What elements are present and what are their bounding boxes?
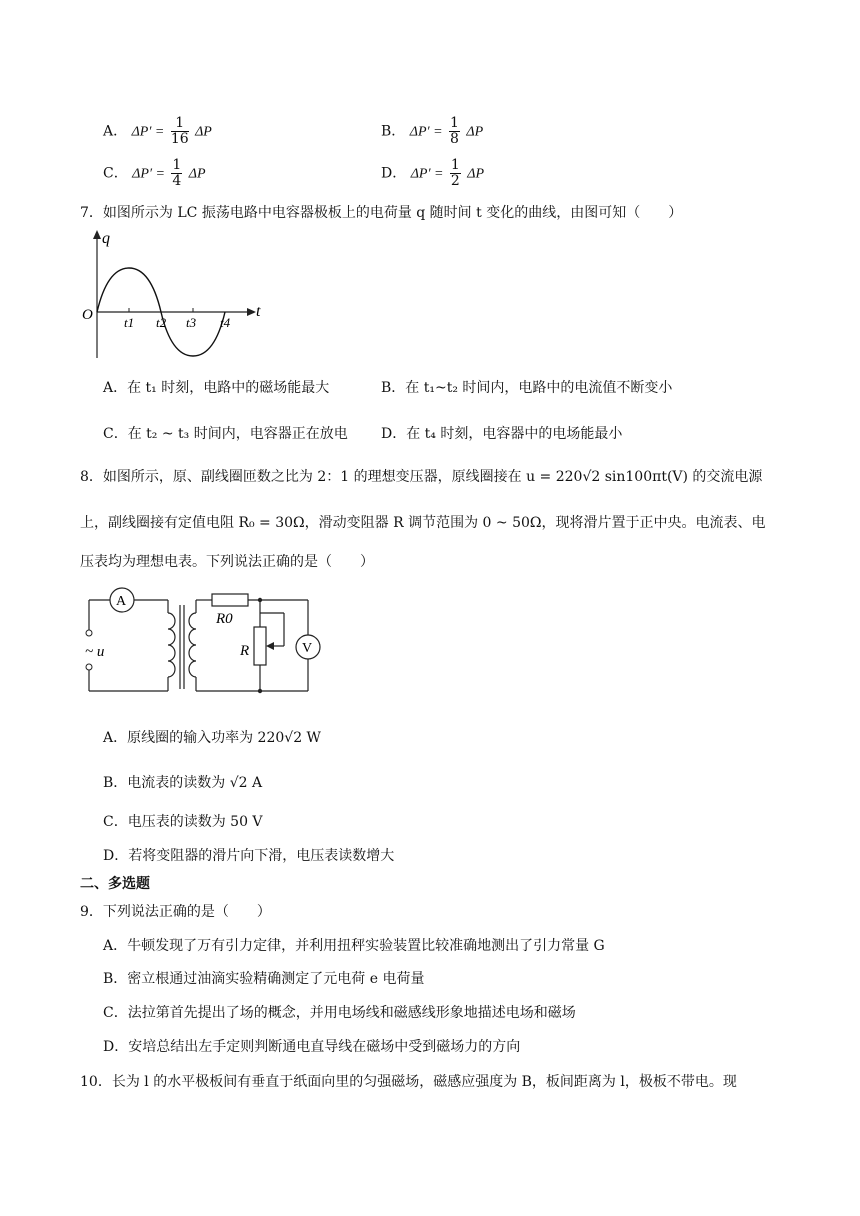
graph-tick-t4: t4 xyxy=(220,315,231,330)
section-heading-multiple-choice: 二、多选题 xyxy=(80,876,150,892)
graph-tick-t3: t3 xyxy=(186,315,197,330)
q8-option-a: A．原线圈的输入功率为 220√2 W xyxy=(103,730,321,746)
q8-stem-line2: 上，副线圈接有定值电阻 R₀ = 30Ω，滑动变阻器 R 调节范围为 0 ~ 50Ω，现将滑片置于正中央。电流表、电 xyxy=(80,515,766,531)
resistor-r0 xyxy=(212,594,248,606)
graph-y-label: q xyxy=(102,230,110,247)
r0-label: R0 xyxy=(216,611,233,627)
graph-tick-t2: t2 xyxy=(156,315,167,330)
q9-option-c: C．法拉第首先提出了场的概念，并用电场线和磁感线形象地描述电场和磁场 xyxy=(103,1005,576,1021)
q8-option-c: C．电压表的读数为 50 V xyxy=(103,814,263,830)
q10-stem: 10．长为 l 的水平极板间有垂直于纸面向里的匀强磁场，磁感应强度为 B，板间距离为 l，极板不带电。现 xyxy=(80,1074,737,1090)
graph-origin: O xyxy=(82,307,93,323)
ammeter-label: A xyxy=(116,594,127,609)
q8-option-b: B．电流表的读数为 √2 A xyxy=(103,775,263,791)
q7-stem: 7．如图所示为 LC 振荡电路中电容器极板上的电荷量 q 随时间 t 变化的曲线，由图可知（ ） xyxy=(80,205,683,221)
q6-option-c: C． ΔP′ = $\frac{1}{4}$ ΔP xyxy=(103,157,206,189)
q9-option-d: D．安培总结出左手定则判断通电直导线在磁场中受到磁场力的方向 xyxy=(103,1039,521,1055)
q7-option-a: A．在 t₁ 时刻，电路中的磁场能最大 xyxy=(103,380,330,396)
q6-option-d: D． ΔP′ = $\frac{1}{2}$ ΔP xyxy=(381,157,485,189)
q8-circuit xyxy=(80,585,320,697)
q7-option-d: D．在 t₄ 时刻，电容器中的电场能最小 xyxy=(381,426,623,442)
r-label: R xyxy=(240,643,250,659)
q6-option-a: A． ΔP′ = $\frac{1}{16}$ ΔP xyxy=(103,115,212,147)
q8-option-d: D．若将变阻器的滑片向下滑，电压表读数增大 xyxy=(103,848,395,864)
q7-option-c: C．在 t₂ ~ t₃ 时间内，电容器正在放电 xyxy=(103,426,348,442)
graph-x-label: t xyxy=(256,303,261,320)
graph-tick-t1: t1 xyxy=(124,315,135,330)
voltmeter-label: V xyxy=(302,641,313,656)
source-label: ~ u xyxy=(85,644,105,660)
q7-option-b: B．在 t₁~t₂ 时间内，电路中的电流值不断变小 xyxy=(381,380,673,396)
q9-option-b: B．密立根通过油滴实验精确测定了元电荷 e 电荷量 xyxy=(103,971,425,987)
rheostat-r xyxy=(254,627,266,665)
q9-option-a: A．牛顿发现了万有引力定律，并利用扭秤实验装置比较准确地测出了引力常量 G xyxy=(103,938,605,954)
q8-stem-line1: 8．如图所示，原、副线圈匝数之比为 2：1 的理想变压器，原线圈接在 u = 220√2 sin100πt(V) 的交流电源 xyxy=(80,469,763,485)
q9-stem: 9．下列说法正确的是（ ） xyxy=(80,904,271,920)
q7-graph xyxy=(80,228,270,363)
q8-stem-line3: 压表均为理想电表。下列说法正确的是（ ） xyxy=(80,554,374,570)
q6-option-b: B． ΔP′ = $\frac{1}{8}$ ΔP xyxy=(381,115,484,147)
